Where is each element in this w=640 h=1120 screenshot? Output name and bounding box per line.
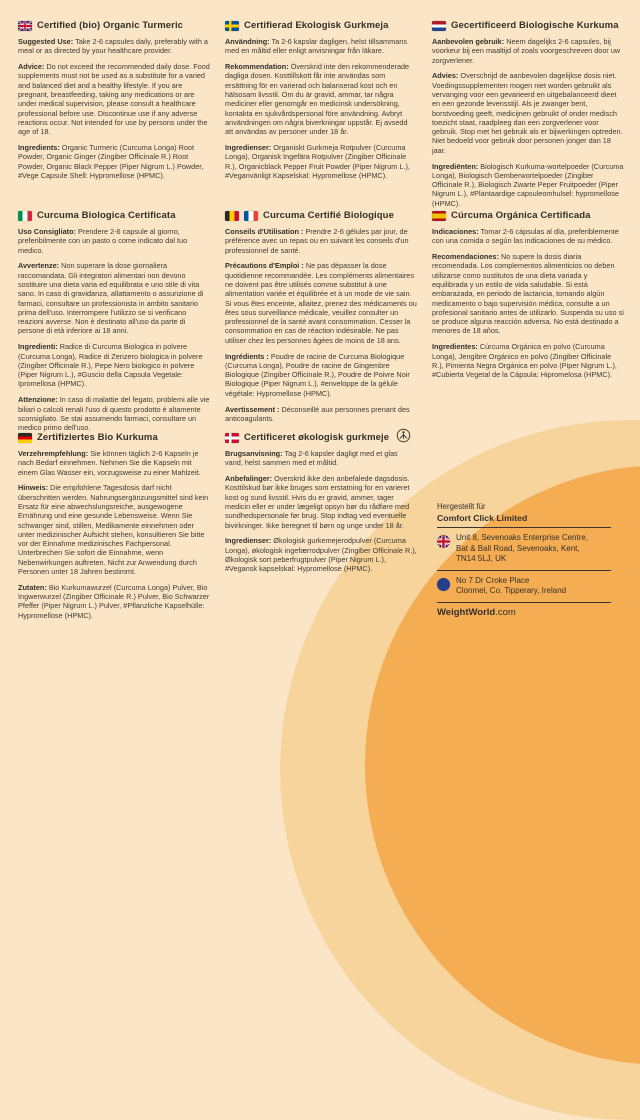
paragraph xyxy=(225,474,417,530)
divider xyxy=(437,570,611,571)
section-german xyxy=(18,432,210,627)
denmark-flag-icon xyxy=(225,433,239,443)
paragraph-text: Økologisk gurkemejerodpulver (Curcuma Longa), økologisk ingefærrodpulver (Zingiber Officinale R.), Økologisk sort peberfrugtpulver (Piper Nigrum L.), #Vegansk kapselskal: Hypromellose (HPMC). xyxy=(225,536,417,574)
address-line: Clonmel, Co. Tipperary, Ireland xyxy=(456,586,567,595)
paragraph-text: Take 2-6 capsules daily, preferably with a meal or as directed by your healthcare provider. xyxy=(18,37,208,56)
paragraph-text: Tag 2-6 kapsler dagligt med et glas vand, helst sammen med et måltid. xyxy=(225,449,398,468)
paragraph-text: Poudre de racine de Curcuma Biologique (Curcuma Longa), Poudre de racine de Gingembre Biologique (Zingiber Officinale R.), Poudre de Poivre Noir Biologique (Piper Nigrum L.), #enveloppe de la gélule végétale: Hypromellose (HPMC). xyxy=(225,351,410,398)
paragraph-label: Användning: xyxy=(225,37,270,46)
paragraph-label: Zutaten: xyxy=(18,582,47,592)
netherlands-flag-icon xyxy=(432,21,446,31)
section-dutch-heading xyxy=(432,20,624,31)
paragraph xyxy=(432,342,624,379)
section-title: Curcuma Biologica Certificata xyxy=(37,210,176,221)
section-swedish-heading xyxy=(225,20,417,31)
manufacturer-block xyxy=(437,502,611,618)
paragraph-text: Cúrcuma Orgánica en polvo (Curcuma Longa), Jengibre Orgánico en polvo (Zingiber Officinale R.), Pimienta Negra Orgánica en polvo (Piper Nigrum L.), #Cubierta Vegetal de la Cápsula: Hipromelosa (HPMC). xyxy=(432,342,617,380)
section-title: Certificeret økologisk gurkmeje xyxy=(244,432,390,443)
paragraph xyxy=(18,62,210,136)
paragraph-label: Ingredienser: xyxy=(225,536,272,546)
paragraph xyxy=(18,37,210,56)
paragraph-label: Rekommendation: xyxy=(225,62,289,72)
paragraph-text: Do not exceed the recommended daily dose. Food supplements must not be used as a substitute for a varied and balanced diet and a healthy lifestyle. If you are pregnant, breastfeeding, taking any medications or are under medical supervision, please consult a healthcare professional before use. Discontinue use if any adverse reactions occur. Not intended for use by persons under the age of 18. xyxy=(18,62,210,137)
divider xyxy=(437,527,611,528)
website-suffix: .com xyxy=(495,606,516,618)
belgium-flag-icon xyxy=(225,211,239,221)
paragraph xyxy=(18,449,210,477)
address-line: Bat & Ball Road, Sevenoaks, Kent, xyxy=(456,543,580,553)
uk-flag-icon xyxy=(18,21,32,31)
section-title: Certifierad Ekologisk Gurkmeja xyxy=(244,20,389,31)
paragraph-text: Neem dagelijks 2-6 capsules, bij voorkeur bij een maaltijd of zoals voorgeschreven door uw zorgverlener. xyxy=(432,37,621,65)
section-french xyxy=(225,210,417,443)
paragraph-label: Verzehrempfehlung: xyxy=(18,449,89,458)
paragraph-label: Suggested Use: xyxy=(18,37,74,46)
paragraph-label: Ingredients: xyxy=(18,142,60,152)
paragraph-text: Déconseillé aux personnes prenant des anticoagulants. xyxy=(225,404,410,423)
paragraph-text: Organiskt Gurkmeja Rotpulver (Curcuma Longa), Organisk Ingefära Rotpulver (Zingiber Officinale R.), Organicblack Pepper Fruit Powder (Piper Nigrum L.), #Veganvänligt Kapselskal: Hypromellose (HPMC). xyxy=(225,142,410,180)
paragraph xyxy=(225,405,417,424)
paragraph-text: Overskrid ikke den anbefalede dagsdosis. Kosttilskud bør ikke bruges som erstatning for en varieret kost og sund livsstil. Hvis du er gravid, ammer, tager medicin eller er under lægeligt opsyn bør du rådføre med sundhedspersonale før brug. Stop indtag ved eventuelle bivirkninger. Ikke beregnet til børn og unge under 18 år. xyxy=(225,474,410,530)
section-title: Curcuma Certifié Biologique xyxy=(263,210,394,221)
section-english-heading xyxy=(18,20,210,31)
paragraph-label: Hinweis: xyxy=(18,483,49,493)
paragraph-text: Prendere 2-6 capsule al giorno, preferibilmente con un pasto o come indicato dal tuo medico. xyxy=(18,227,188,255)
website-brand: WeightWorld xyxy=(437,606,496,618)
paragraph-label: Aanbevolen gebruik: xyxy=(432,37,505,46)
paragraph xyxy=(18,583,210,620)
section-danish-heading xyxy=(225,432,417,443)
paragraph-text: Ta 2-6 kapslar dagligen, helst tillsammans med en måltid eller enligt anvisningar från läkare. xyxy=(225,37,407,56)
paragraph xyxy=(225,143,417,180)
paragraph-label: Ingredienti: xyxy=(18,342,58,352)
paragraph-text: In caso di malattie del fegato, problemi alle vie biliari o calcoli renali l'uso di questo prodotto é altamente sconsigliato. Se stai assumendo farmaci, consultare un medico primo dell'uso. xyxy=(18,395,210,433)
paragraph-label: Ingredienser: xyxy=(225,142,272,152)
paragraph xyxy=(432,71,624,155)
paragraph-text: Bio Kurkumawurzel (Curcuma Longa) Pulver, Bio Ingwerwurzel (Zingiber Officinale R.) Pulver, Bio Schwarzer Pfeffer (Piper Nigrum L.) Pulver, #Pflanzliche Kapselhülle: Hypromellose (HPMC). xyxy=(18,582,210,620)
eu-flag-icon xyxy=(437,578,450,591)
paragraph-text: Prendre 2-6 gélules par jour, de préférence avec un repas ou en suivant les conseils d'un professionnel de santé. xyxy=(225,227,409,255)
paragraph-label: Uso Consigliato: xyxy=(18,227,76,236)
paragraph-text: No supere la dosis diaria recomendada. Los complementos alimenticios no deben utilizarse como sustitutos de una dieta variada y equilibrada y un estilo de vida saludable. Si está embarazada, en periodo de lactancia, tomando algún medicamento o bajo supervisión médica, consulte a un profesional sanitario antes de utilizarlo. Suspenda su uso si se produce alguna reacción adversa. No está destinado a menores de 18 años. xyxy=(432,252,624,336)
france-flag-icon xyxy=(244,211,258,221)
section-dutch xyxy=(432,20,624,215)
paragraph xyxy=(18,261,210,335)
italy-flag-icon xyxy=(18,211,32,221)
paragraph-label: Ingrediënten: xyxy=(432,161,479,171)
paragraph-label: Précautions d'Emploi : xyxy=(225,261,304,271)
paragraph xyxy=(432,162,624,208)
paragraph-text: Tomar 2-6 cápsulas al día, preferiblemente con una comida o según las indicaciones de su médico. xyxy=(432,227,619,246)
paragraph xyxy=(18,227,210,255)
spain-flag-icon xyxy=(432,211,446,221)
paragraph-text: Biologisch Kurkuma-wortelpoeder (Curcuma Longa), Biologisch Gemberwortelpoeder (Zingiber Officinale R.), Biologisch Zwarte Peper Fruitpoeder (Piper Nigrum L.), #Plantaardige capsuleomhulsel: hypromellose (HPMC). xyxy=(432,161,624,208)
uk-flag-icon xyxy=(437,535,450,548)
paragraph-label: Advice: xyxy=(18,62,45,72)
section-german-heading xyxy=(18,432,210,443)
section-spanish-heading xyxy=(432,210,624,221)
paragraph-label: Conseils d'Utilisation : xyxy=(225,227,304,236)
paragraph-text: Sie können täglich 2-6 Kapseln je nach Bedarf einnehmen. Nehmen Sie die Kapseln mit einem Glas Wasser ein, vorzugsweise zu einer Mahlzeit. xyxy=(18,449,201,477)
section-title: Certified (bio) Organic Turmeric xyxy=(37,20,184,31)
paragraph-label: Ingrédients : xyxy=(225,351,269,361)
paragraph xyxy=(18,395,210,432)
paragraph xyxy=(225,352,417,398)
company-name: Comfort Click Limited xyxy=(437,513,528,523)
address-line: No 7 Dr Croke Place xyxy=(456,575,530,585)
section-title: Zertifiziertes Bio Kurkuma xyxy=(37,432,158,443)
paragraph-label: Anbefalinger: xyxy=(225,474,273,484)
paragraph xyxy=(225,37,417,56)
section-english xyxy=(18,20,210,187)
paragraph-text: Ne pas dépasser la dose quotidienne recommandée. Les compléments alimentaires ne doivent pas être utilisés comme substitut à une alimentation variée et équilibrée et à un mode de vie sain. Si vous êtes enceinte, allaitez, prenez des médicaments ou êtes sous surveillance médicale, veuillez consulter un professionnel de la santé avant consommation. Cesser la consommation en cas de réaction indésirable. Ne pas utiliser chez les personnes âgées de moins de 18 ans. xyxy=(225,261,417,345)
ireland-address-row xyxy=(437,575,611,598)
paragraph-label: Avvertenze: xyxy=(18,261,60,271)
section-title: Gecertificeerd Biologische Kurkuma xyxy=(451,20,619,31)
uk-address xyxy=(456,533,588,565)
paragraph xyxy=(432,227,624,246)
sweden-flag-icon xyxy=(225,21,239,31)
paragraph-label: Indicaciones: xyxy=(432,227,479,236)
address-line: Unit 8, Sevenoaks Enterprise Centre, xyxy=(456,533,589,542)
made-for-label: Hergestellt für xyxy=(437,502,486,511)
paragraph-label: Advies: xyxy=(432,71,459,81)
paragraph xyxy=(18,342,210,388)
paragraph-text: Die empfohlene Tagesdosis darf nicht überschritten werden. Nahrungsergänzungsmittel sind kein Ersatz für eine abwechslungsreiche, ausgewogene Ernährung und eine gesunde Lebensweise. Wenn Sie schwanger sind, stillen, Medikamente einnehmen oder unter medizinischer Aufsicht stehen, konsultieren Sie bitte vor der Einnahme medizinisches Fachpersonal. Unterbrechen Sie sofort die Einnahme, wenn Nebenwirkungen auftreten. Nicht zur Anwendung durch Personen unter 18 Jahren bestimmt. xyxy=(18,483,209,577)
paragraph-label: Brugsanvisning: xyxy=(225,449,283,458)
paragraph xyxy=(432,252,624,336)
ireland-address xyxy=(456,576,566,597)
section-swedish xyxy=(225,20,417,187)
section-title: Cúrcuma Orgánica Certificada xyxy=(451,210,591,221)
paragraph xyxy=(18,143,210,180)
paragraph-text: Radice di Curcuma Biologica in polvere (Curcuma Longa), Radice di Zenzero biologica in polvere (Zingiber Officinale R.), Pepe Nero biologico in polvere (Piper Nigrum L.), #Guscio della Capsula Vegetale: Ipromellosa (HPMC). xyxy=(18,342,203,389)
paragraph-text: Överskrid inte den rekommenderade dagliga dosen. Kosttillskott får inte användas som ersättning för en varierad och balanserad kost och en hälsosam livsstil. Om du är gravid, ammar, tar några mediciner eller genomgår en medicinsk undersökning, kontakta en sjukvårdspersonal före användning. Avbryt användningen om några biverkningar uppstår. Ej avsedd att användas av personer under 18 år. xyxy=(225,62,410,137)
paragraph xyxy=(225,261,417,345)
section-danish xyxy=(225,432,417,580)
paragraph xyxy=(432,37,624,65)
paragraph-label: Ingredientes: xyxy=(432,342,478,352)
paragraph xyxy=(225,449,417,468)
paragraph-text: Non superare la dose giornaliera raccomandata. Gli integratori alimentari non devono sostituire una dieta varia ed equilibrata e uno stile di vita sano. In caso di gravidanza, allattamento o assunzione di farmaci, consultare un professionista in ambito sanitario prima dell'uso. Interrompere l'utilizzo se si verificano reazioni avverse. Non è destinato all'uso da parte di persone di età inferiore ai 18 anni. xyxy=(18,261,204,336)
paragraph xyxy=(18,483,210,576)
paragraph-text: Organic Turmeric (Curcuma Longa) Root Powder, Organic Ginger (Zingiber Officinale R.) Root Powder, Organic Black Pepper (Piper Nigrum L.) Powder, #Vege Capsule Shell: Hypromellose (HPMC). xyxy=(18,142,204,180)
paragraph xyxy=(225,536,417,573)
divider xyxy=(437,602,611,603)
section-italian-heading xyxy=(18,210,210,221)
paragraph xyxy=(225,62,417,136)
website-url xyxy=(437,607,611,618)
paragraph-text: Overschrijd de aanbevolen dagelijkse dosis niet. Voedingssupplementen mogen niet worden gebruikt als vervanging voor een gevarieerd en uitgebalanceerd dieet en een gezonde levensstijl. Als je zwanger bent, borstvoeding geeft, medicijnen gebruikt of onder medisch toezicht staat, raadpleeg dan een zorgverlener voor gebruik. Stop met het gebruik als er bijwerkingen optreden. Niet bedoeld voor gebruik door personen jonger dan 18 jaar. xyxy=(432,71,623,155)
address-line: TN14 5LJ, UK xyxy=(456,554,507,563)
paragraph-label: Recomendaciones: xyxy=(432,252,499,262)
paragraph-label: Attenzione: xyxy=(18,395,58,405)
section-french-heading xyxy=(225,210,417,221)
paragraph xyxy=(225,227,417,255)
uk-address-row xyxy=(437,532,611,566)
section-italian xyxy=(18,210,210,439)
paragraph-label: Avertissement : xyxy=(225,404,280,414)
germany-flag-icon xyxy=(18,433,32,443)
section-spanish xyxy=(432,210,624,386)
